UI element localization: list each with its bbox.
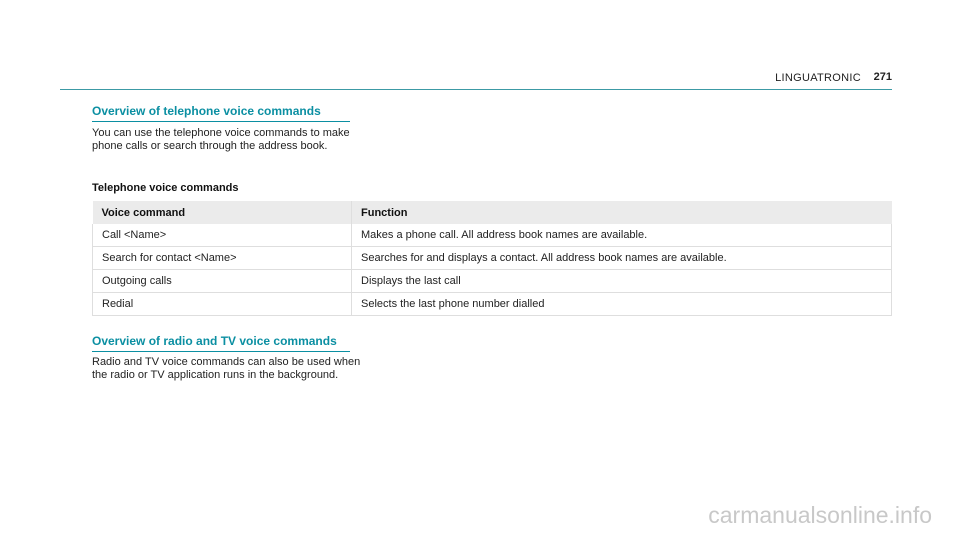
page-header — [60, 0, 892, 90]
command-cell: Outgoing calls — [93, 270, 352, 293]
command-cell: Call <Name> — [93, 224, 352, 247]
function-cell: Makes a phone call. All address book names are available. — [352, 224, 892, 247]
page-number: 271 — [873, 71, 892, 83]
command-cell: Redial — [93, 293, 352, 316]
command-cell: Search for contact <Name> — [93, 247, 352, 270]
radio-heading: Overview of radio and TV voice commands — [92, 334, 350, 352]
telephone-heading: Overview of telephone voice commands — [92, 104, 350, 122]
table-row — [93, 247, 892, 270]
watermark: carmanualsonline.info — [708, 502, 932, 528]
function-cell: Searches for and displays a contact. All address book names are available. — [352, 247, 892, 270]
function-cell: Selects the last phone number dialled — [352, 293, 892, 316]
voice-command-table — [92, 201, 892, 316]
table-title: Telephone voice commands — [92, 182, 239, 194]
telephone-intro: You can use the telephone voice commands to make phone calls or search through the address book. — [92, 127, 350, 152]
table-row — [93, 270, 892, 293]
table-header-row — [93, 201, 892, 224]
radio-intro: Radio and TV voice commands can also be used when the radio or TV application runs in the background. — [92, 356, 361, 381]
column-header-voice-command: Voice command — [93, 201, 352, 224]
section-name: LINGUATRONIC — [775, 72, 861, 84]
table-row — [93, 224, 892, 247]
function-cell: Displays the last call — [352, 270, 892, 293]
table-row — [93, 293, 892, 316]
column-header-function: Function — [352, 201, 892, 224]
